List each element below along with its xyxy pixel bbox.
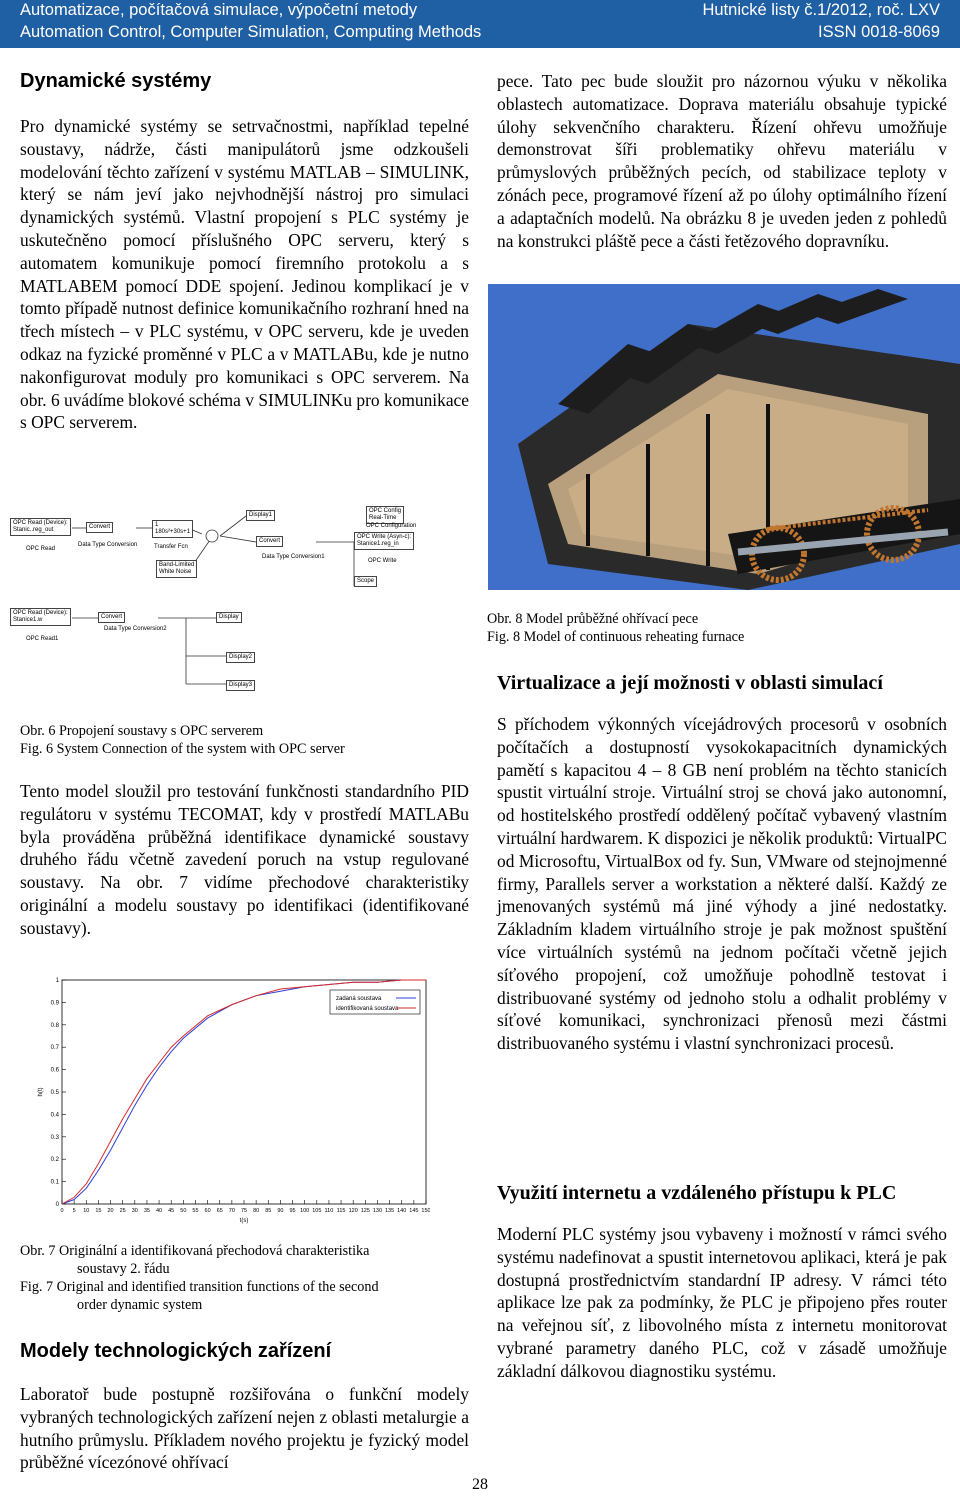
x-tick-label: 75 <box>240 1208 248 1214</box>
y-tick-label: 0.1 <box>50 1179 59 1186</box>
left-column <box>20 70 469 434</box>
convert2-label: Data Type Conversion2 <box>104 626 167 632</box>
y-tick-label: 0.9 <box>50 1000 59 1007</box>
x-tick-label: 130 <box>372 1208 383 1214</box>
paragraph-tech-models: Laboratoř bude postupně rozšiřována o funkční modely vybraných technologických zařízení nejen z oblasti metalurgie a hutního průmyslu. Příkladem nového projektu je fyzický model průběžné vícezónové ohřívací <box>20 1384 469 1473</box>
figure6-caption-en: Fig. 6 System Connection of the system with OPC server <box>20 741 345 757</box>
y-axis-label: h(t) <box>38 1087 44 1097</box>
section-heading-internet-plc: Využití internetu a vzdáleného přístupu k PLC <box>497 1182 897 1204</box>
x-tick-label: 60 <box>204 1208 211 1214</box>
section-heading-dynamic-systems: Dynamické systémy <box>20 70 212 92</box>
x-tick-label: 70 <box>228 1208 235 1214</box>
opc-read-label: OPC Read <box>26 546 56 552</box>
x-tick-label: 145 <box>409 1208 419 1214</box>
right-column-top <box>497 70 947 252</box>
y-tick-label: 0.6 <box>50 1067 59 1074</box>
x-tick-label: 40 <box>156 1208 163 1214</box>
display3-block: Display3 <box>226 680 255 691</box>
figure7-caption-cz-line2: soustavy 2. řádu <box>77 1261 170 1277</box>
white-noise-block: Band-Limited White Noise <box>156 560 197 578</box>
internet-section <box>497 1180 947 1383</box>
x-axis-label: t(s) <box>239 1218 249 1224</box>
figure7-caption-en-line1: Fig. 7 Original and identified transition functions of the second <box>20 1279 379 1295</box>
x-tick-label: 10 <box>83 1208 90 1214</box>
step-response-chart <box>34 974 430 1228</box>
y-tick-label: 0.5 <box>50 1090 59 1096</box>
display1-block: Display1 <box>246 510 275 521</box>
tech-models-section <box>20 1340 469 1474</box>
x-tick-label: 120 <box>348 1208 358 1214</box>
x-tick-label: 85 <box>265 1208 272 1214</box>
journal-topic-cz: Automatizace, počítačová simulace, výpočetní metody <box>20 1 418 19</box>
opc-write-label: OPC Write <box>368 558 397 564</box>
journal-topic-en: Automation Control, Computer Simulation, Computing Methods <box>20 23 482 41</box>
x-tick-label: 135 <box>385 1208 395 1214</box>
furnace-model-drawing <box>488 284 960 590</box>
legend-entry-1: zadaná soustava <box>336 996 382 1002</box>
x-tick-label: 110 <box>324 1208 334 1214</box>
display-block: Display <box>216 612 242 623</box>
virtualization-section <box>497 670 947 1055</box>
y-tick-label: 0.7 <box>50 1045 59 1052</box>
convert1-block: Convert <box>256 536 283 547</box>
paragraph-dynamic-systems: Pro dynamické systémy se setrvačnostmi, například tepelné soustavy, nádrže, části manipulátorů jsme odzkoušeli modelování těchto zařízení v systému MATLAB – SIMULINK, který se nám jeví jako nejvhodnější nástroj pro simulaci dynamických systémů. Vlastní propojení s PLC systémy je uskutečněno pomocí příslušného OPC serveru, který s automatem komunikuje pomocí firemního protokolu a s MATLABEM pomocí DDE spojení. Jedinou komplikací je v tomto případě nutnost definice komunikačního rozhraní hned na třech místech – v PLC systému, v OPC serveru, kde je uveden odkaz na fyzické proměnné v PLC a v MATLABu, kde je nutno nakonfigurovat moduly pro komunikaci s OPC serverem. Na obr. 6 uvádíme blokové schéma v SIMULINKu pro komunikace s OPC serverem. <box>20 116 469 433</box>
x-tick-label: 20 <box>107 1208 114 1214</box>
convert2-block: Convert <box>98 612 125 623</box>
x-tick-label: 90 <box>277 1208 284 1214</box>
x-tick-label: 105 <box>312 1208 322 1214</box>
opc-read1-block: OPC Read (Device): Stanice1.w <box>10 608 71 626</box>
x-tick-label: 150 <box>421 1208 430 1214</box>
x-tick-label: 0 <box>60 1208 64 1214</box>
x-tick-label: 50 <box>180 1208 187 1214</box>
paragraph-furnace: pece. Tato pec bude sloužit pro názornou výuku v několika oblastech automatizace. Doprava materiálu obsahuje typické úlohy sekvenčního charakteru. Řízení ohřevu umožňuje demonstrovat šíři problematiky ohřevu materiálu v průmyslových průběžných pecích, od stabilizace teploty v zónách pece, programové řízení až po úlohy optimálního řízení a adaptačních modelů. Na obrázku 8 je uveden jeden z pohledů na konstrukci pláště pece a části řetězového dopravníku. <box>497 71 947 251</box>
opc-config-label: OPC Configuration <box>366 523 417 529</box>
simulink-diagram <box>6 506 474 710</box>
x-tick-label: 35 <box>143 1208 150 1214</box>
y-tick-label: 0.3 <box>50 1134 59 1141</box>
y-tick-label: 0 <box>55 1202 59 1208</box>
y-tick-label: 1 <box>55 978 59 984</box>
journal-issue: Hutnické listy č.1/2012, roč. LXV <box>702 1 940 19</box>
figure7-caption <box>20 1242 469 1314</box>
opc-read-block: OPC Read (Device): Stanic..reg_out <box>10 518 71 536</box>
x-tick-label: 45 <box>168 1208 175 1214</box>
convert1-label: Data Type Conversion1 <box>262 554 325 560</box>
paragraph-virtualization: S příchodem výkonných vícejádrových procesorů v osobních počítačích a dostupností vysokokapacitních dynamických pamětí s kapacitou 4 – 8 GB není problém na těchto stanicích spustit virtuální stroje. Virtuální stroj se chová jako autonomní, od hostitelského prostředí oddělený počítač vybavený vlastním virtuální hardwarem. K dispozici je několik produktů: VirtualPC od Microsoftu, VirtualBox od fy. Sun, VMware od stejnojmenné firmy, Parallels server a workstation a některé další. Každý ze jmenovaných systémů má jiné výhody a jiné nedostatky. Základním kladem virtuálního stroje je pak možnost spuštění více virtuálních systémů na jednom počítači včetně jejich síťového propojení, což umožňuje pohodlně testovat i distribuované systémy od jednoho stolu a odhalit problémy v síťové komunikaci, synchronizaci přenosů mezi částmi distribuovaného systému i vlastní synchronizaci procesů. <box>497 714 947 1054</box>
page-header <box>0 0 960 48</box>
step-response-svg <box>34 974 430 1228</box>
convert-block: Convert <box>86 522 113 533</box>
legend-entry-2: identifikovaná soustava <box>336 1006 399 1012</box>
figure8-caption-en: Fig. 8 Model of continuous reheating furnace <box>487 629 745 645</box>
x-tick-label: 15 <box>95 1208 102 1214</box>
paragraph-pid-test-block <box>20 780 469 940</box>
x-tick-label: 5 <box>72 1208 76 1214</box>
x-tick-label: 25 <box>119 1208 126 1214</box>
figure6-caption-cz: Obr. 6 Propojení soustavy s OPC serverem <box>20 723 264 739</box>
furnace-model-image <box>488 284 960 590</box>
opc-config-block: OPC Config Real-Time <box>366 506 404 524</box>
x-tick-label: 100 <box>300 1208 310 1214</box>
figure6-caption <box>20 722 469 758</box>
figure8-caption-cz: Obr. 8 Model průběžné ohřívací pece <box>487 611 699 627</box>
figure8-caption <box>487 610 947 646</box>
y-tick-label: 0.8 <box>50 1022 59 1029</box>
display2-block: Display2 <box>226 652 255 663</box>
y-tick-label: 0.4 <box>50 1112 59 1119</box>
scope-block: Scope <box>354 576 377 587</box>
transfer-fcn-block: 1 180s²+30s+1 <box>152 520 193 538</box>
x-tick-label: 115 <box>336 1208 346 1214</box>
section-heading-virtualization: Virtualizace a její možnosti v oblasti simulací <box>497 672 883 694</box>
x-tick-label: 65 <box>216 1208 223 1214</box>
journal-issn: ISSN 0018-8069 <box>817 23 940 41</box>
x-tick-label: 80 <box>253 1208 260 1214</box>
convert-label: Data Type Conversion <box>78 542 138 548</box>
paragraph-pid-test: Tento model sloužil pro testování funkčnosti standardního PID regulátoru v systému TECOMAT, kdy v prostředí MATLABu byla prováděna průběžná identifikace dynamické soustavy druhého řádu včetně zavedení poruch na vstup regulované soustavy. Na obr. 7 vidíme přechodové charakteristiky originální a modelu soustavy po identifikaci (identifikované soustavy). <box>20 781 469 938</box>
x-tick-label: 30 <box>131 1208 138 1214</box>
opc-write-block: OPC Write (Asyn-c): Stanice1.reg_in <box>354 532 414 550</box>
section-heading-tech-models: Modely technologických zařízení <box>20 1340 332 1362</box>
opc-read1-label: OPC Read1 <box>26 636 59 642</box>
x-tick-label: 125 <box>360 1208 370 1214</box>
x-tick-label: 95 <box>289 1208 296 1214</box>
figure7-caption-en-line2: order dynamic system <box>77 1297 203 1313</box>
x-tick-label: 55 <box>192 1208 199 1214</box>
x-tick-label: 140 <box>397 1208 407 1214</box>
transfer-fcn-label: Transfer Fcn <box>154 544 188 550</box>
page-number: 28 <box>472 1476 488 1493</box>
paragraph-internet-plc: Moderní PLC systémy jsou vybaveny i možností v rámci svého systému nadefinovat a spustit internetovou aplikaci, která je pak dostupná prostřednictvím standardní IP adresy. V rámci této aplikace lze pak za podmínky, že PLC je připojeno přes router na veřejnou síť, z libovolného místa z internetu monitorovat vybrané parametry daného PLC, což v zásadě umožňuje základní dálkovou diagnostiku systému. <box>497 1224 947 1381</box>
y-tick-label: 0.2 <box>50 1157 59 1164</box>
figure7-caption-cz-line1: Obr. 7 Originální a identifikovaná přechodová charakteristika <box>20 1243 370 1259</box>
